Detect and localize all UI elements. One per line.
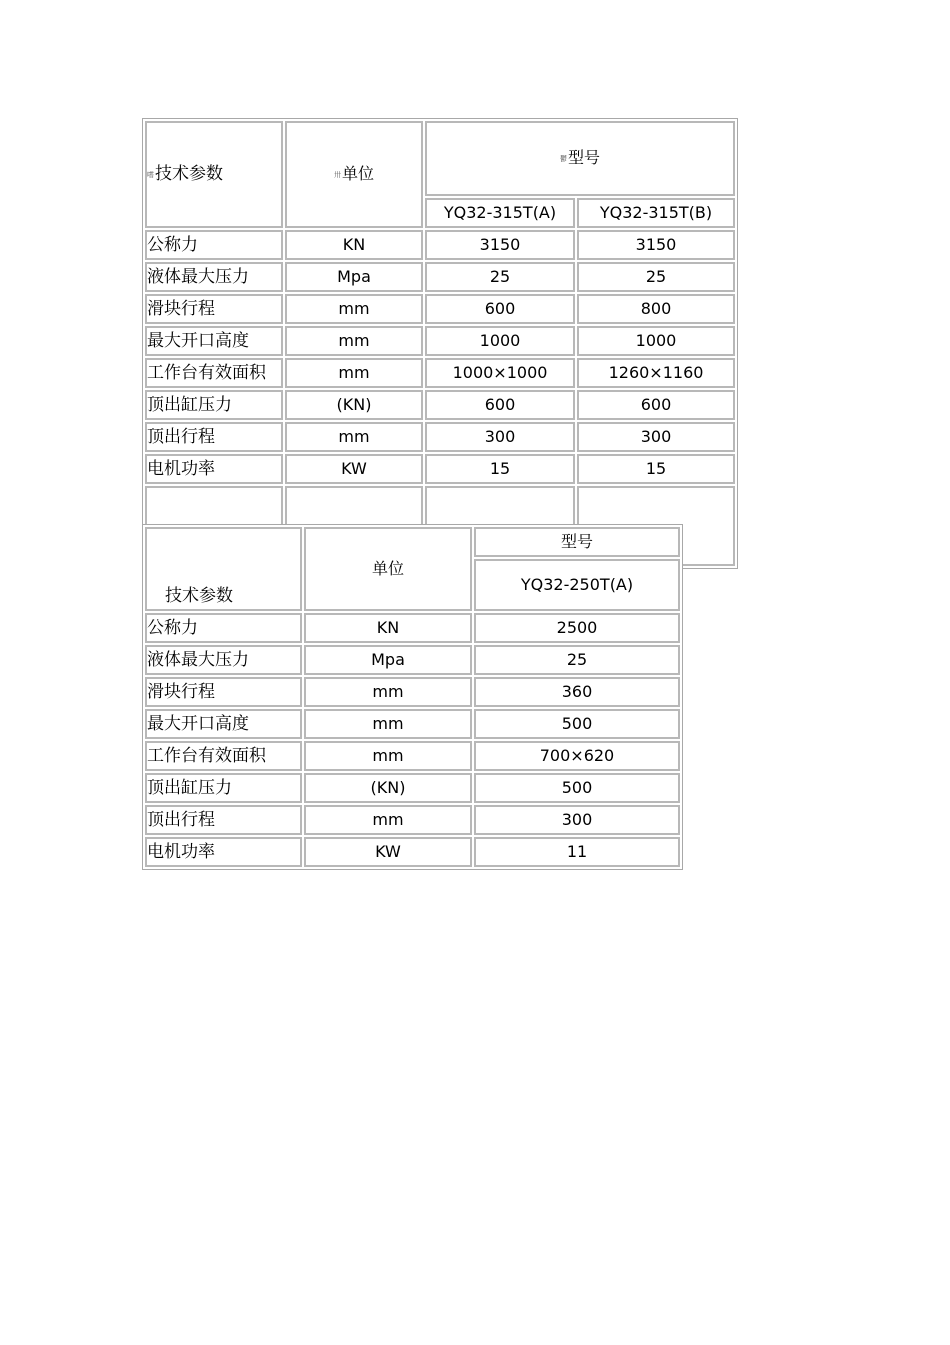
row-value-a: 600 <box>425 390 575 420</box>
header-model: 型号 <box>474 527 680 557</box>
row-unit: (KN) <box>304 773 472 803</box>
table-row <box>145 230 735 260</box>
row-value-b: 800 <box>577 294 735 324</box>
row-param: 滑块行程 <box>145 677 302 707</box>
row-unit: Mpa <box>304 645 472 675</box>
row-value-a: 11 <box>474 837 680 867</box>
table-row <box>145 294 735 324</box>
row-value-b: 300 <box>577 422 735 452</box>
table-row <box>145 805 680 835</box>
row-value-a: 15 <box>425 454 575 484</box>
row-value-b: 1260×1160 <box>577 358 735 388</box>
row-unit: mm <box>285 358 423 388</box>
header-unit: 单位 <box>304 527 472 611</box>
row-value-a: 360 <box>474 677 680 707</box>
row-value-b: 25 <box>577 262 735 292</box>
row-param: 公称力 <box>145 230 283 260</box>
table-row <box>145 645 680 675</box>
table-row <box>145 773 680 803</box>
row-param: 液体最大压力 <box>145 262 283 292</box>
table-row <box>145 422 735 452</box>
row-param: 顶出行程 <box>145 422 283 452</box>
row-unit: KW <box>285 454 423 484</box>
row-param: 电机功率 <box>145 454 283 484</box>
table-row <box>145 837 680 867</box>
table-row <box>145 613 680 643</box>
row-unit: mm <box>304 741 472 771</box>
param-mark: 嗜 <box>147 170 154 179</box>
row-unit: mm <box>285 422 423 452</box>
table-row <box>145 390 735 420</box>
row-value-a: 1000 <box>425 326 575 356</box>
spec-table-315t <box>142 118 738 569</box>
row-unit: KN <box>304 613 472 643</box>
unit-mark: 卅 <box>333 170 341 179</box>
table-row <box>145 677 680 707</box>
table-row <box>145 358 735 388</box>
row-param: 最大开口高度 <box>145 326 283 356</box>
row-value-a: 500 <box>474 773 680 803</box>
table-row <box>145 262 735 292</box>
table-row <box>145 709 680 739</box>
header-model-a: YQ32-315T(A) <box>425 198 575 228</box>
header-unit <box>285 121 423 228</box>
row-value-a: 300 <box>425 422 575 452</box>
model-mark: 鬱 <box>559 154 567 163</box>
row-unit: mm <box>304 709 472 739</box>
row-value-b: 600 <box>577 390 735 420</box>
row-value-a: 25 <box>425 262 575 292</box>
row-value-a: 700×620 <box>474 741 680 771</box>
row-param: 公称力 <box>145 613 302 643</box>
row-param: 滑块行程 <box>145 294 283 324</box>
row-param: 顶出缸压力 <box>145 773 302 803</box>
row-unit: mm <box>285 326 423 356</box>
row-value-b: 3150 <box>577 230 735 260</box>
row-param: 电机功率 <box>145 837 302 867</box>
row-param: 工作台有效面积 <box>145 358 283 388</box>
table-row <box>145 741 680 771</box>
row-value-a: 25 <box>474 645 680 675</box>
table-header-row <box>145 121 735 196</box>
table-row <box>145 326 735 356</box>
header-model <box>425 121 735 196</box>
header-model-b: YQ32-315T(B) <box>577 198 735 228</box>
header-param <box>145 121 283 228</box>
row-param: 最大开口高度 <box>145 709 302 739</box>
row-param: 工作台有效面积 <box>145 741 302 771</box>
header-param-label: 技术参数 <box>155 164 223 184</box>
row-unit: mm <box>304 677 472 707</box>
header-unit-label: 单位 <box>341 164 374 183</box>
row-unit: (KN) <box>285 390 423 420</box>
row-unit: KN <box>285 230 423 260</box>
header-param: 技术参数 <box>145 527 302 611</box>
row-param: 顶出缸压力 <box>145 390 283 420</box>
table-header-row <box>145 527 680 557</box>
header-model-a: YQ32-250T(A) <box>474 559 680 611</box>
row-value-a: 300 <box>474 805 680 835</box>
row-value-b: 1000 <box>577 326 735 356</box>
row-unit: KW <box>304 837 472 867</box>
row-unit: Mpa <box>285 262 423 292</box>
table-row <box>145 454 735 484</box>
row-value-a: 1000×1000 <box>425 358 575 388</box>
row-unit: mm <box>304 805 472 835</box>
row-param: 顶出行程 <box>145 805 302 835</box>
row-value-a: 3150 <box>425 230 575 260</box>
header-model-label: 型号 <box>567 148 600 167</box>
row-value-b: 15 <box>577 454 735 484</box>
spec-table-250t <box>142 524 683 870</box>
row-value-a: 2500 <box>474 613 680 643</box>
row-value-a: 500 <box>474 709 680 739</box>
row-unit: mm <box>285 294 423 324</box>
row-value-a: 600 <box>425 294 575 324</box>
row-param: 液体最大压力 <box>145 645 302 675</box>
